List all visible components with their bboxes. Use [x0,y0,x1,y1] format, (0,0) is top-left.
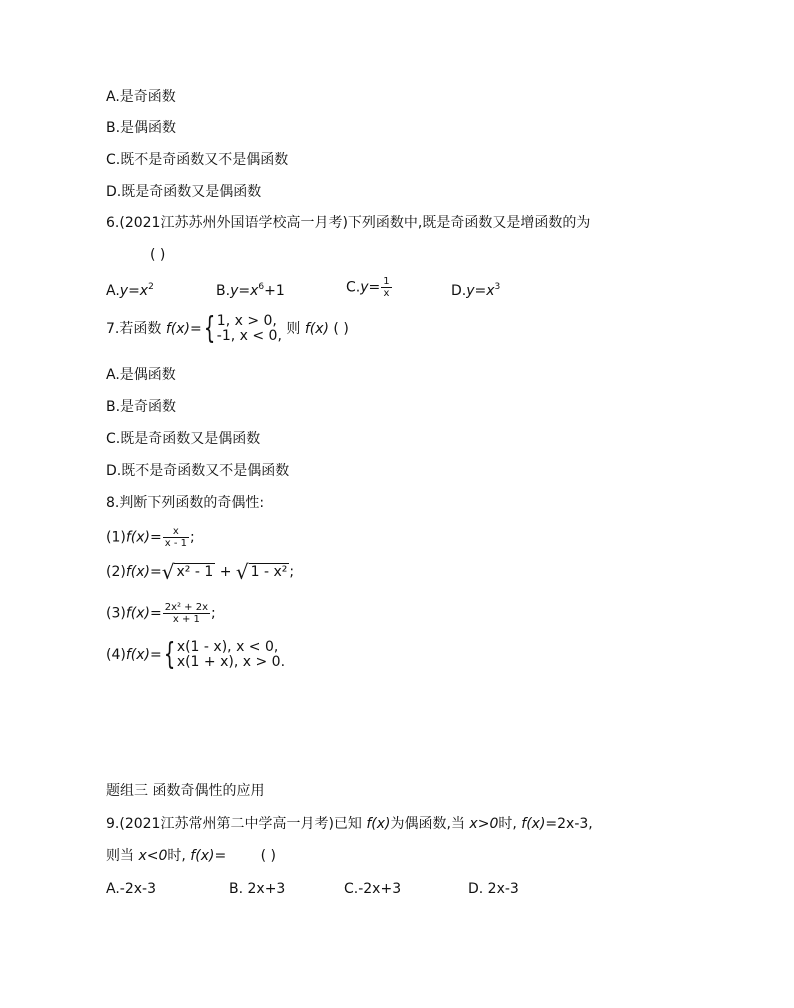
q8-part-3: (3)f(x)= $\frac{\text{2x² + 2x}}{x + 1}$ ; [106,602,216,625]
q7-option-c: C.既是奇函数又是偶函数 [106,431,261,447]
q6-option-d: $D.y=x^3$ [451,282,501,299]
q9-option-d: D. 2x-3 [468,881,519,897]
q7-option-d: D.既不是奇函数又不是偶函数 [106,463,290,479]
q6-answer-paren: ( ) [150,247,166,263]
q6-option-a: $A.y=x^2$ [106,282,154,299]
sqrt-symbol-1: √ x² - 1 [161,560,214,584]
q6-stem: 6.(2021江苏苏州外国语学校高一月考)下列函数中,既是奇函数又是增函数的为 [106,215,591,231]
q7-stem: 7.若函数 f(x)={ 1, x > 0, -1, x < 0, 则 f(x) ( ) [106,311,349,346]
q5-option-c: C.既不是奇函数又不是偶函数 [106,152,289,168]
q7-option-b: B.是奇函数 [106,399,177,415]
section-title: 题组三 函数奇偶性的应用 [106,783,265,799]
q8-part-1: (1)f(x)= $\frac{x}{x - 1}$ ; [106,526,195,549]
q6-option-b: $B.y=x^6+1$ [216,282,285,299]
q8-part-2: (2)f(x)=√ x² - 1 + √ 1 - x² ; [106,560,295,584]
q8-part-4: (4)f(x)={ x(1 - x), x < 0, x(1 + x), x > 0. [106,637,286,672]
q9-stem-line2: 则当 x<0时, f(x)= ( ) [106,848,276,864]
q9-option-b: B. 2x+3 [229,881,286,897]
q6-c-fraction: $\frac{1}{x}$ [383,276,390,299]
q9-option-c: C.-2x+3 [344,881,402,897]
q9-option-a: A.-2x-3 [106,881,156,897]
q5-option-d: D.既是奇函数又是偶函数 [106,184,262,200]
q8-cases: x(1 - x), x < 0, x(1 + x), x > 0. [176,639,286,670]
q9-stem-line1: 9.(2021江苏常州第二中学高一月考)已知 f(x)为偶函数,当 x>0时, f(x)=2x-3, [106,816,593,832]
q5-option-a: A.是奇函数 [106,89,176,105]
q7-option-a: A.是偶函数 [106,367,176,383]
q8-stem: 8.判断下列函数的奇偶性: [106,495,265,511]
q5-option-b: B.是偶函数 [106,120,177,136]
q7-brace-icon: { [203,311,215,346]
sqrt-symbol-2: √ 1 - x² [235,560,288,584]
q7-cases: 1, x > 0, -1, x < 0, [216,313,282,344]
q6-option-c: C.y= $\frac{1}{x}$ [346,276,390,299]
q8-brace-icon: { [163,637,175,672]
